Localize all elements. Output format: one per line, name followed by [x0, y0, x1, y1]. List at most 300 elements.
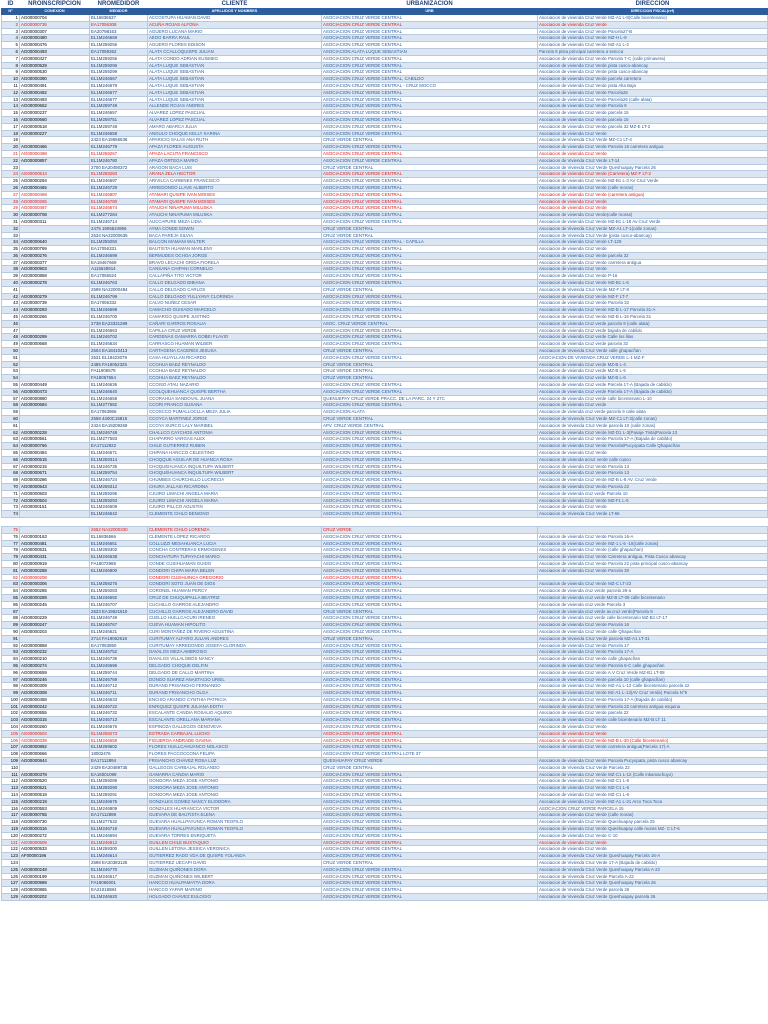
cell-conexion — [20, 225, 90, 232]
cell-medidor: EL1M246636 — [90, 382, 148, 389]
cell-medidor: EL1M246748 — [90, 429, 148, 436]
cell-urbanizacion: CRUZ VERDE CENTRAL — [322, 286, 538, 293]
cell-direccion: Asociacion de Vivienda Cruz Verde Queshuapay Parcela 16-A — [538, 853, 768, 860]
cell-direccion: Asociacion de vivienda Cruz Verde Parcela 17-A (Bajada de cabildo) — [538, 696, 768, 703]
cell-direccion: Asociacion de Vivienda Cruz Verde MZ-C1 LT-4 — [538, 137, 768, 144]
cell-conexion — [20, 361, 90, 368]
cell-id: 23 — [2, 164, 20, 171]
cell-urbanizacion: ASOCIACION CRUZ VERDE CENTRAL — [322, 601, 538, 608]
cell-conexion — [20, 511, 90, 518]
cell-medidor: EL1M246678 — [90, 82, 148, 89]
cell-direccion: Asociacion de Vivienda Cruz Verde MZ-A1 LT-1(calle zonas) — [538, 225, 768, 232]
cell-conexion: AG00000531 — [20, 547, 90, 554]
cell-id: 32 — [2, 225, 20, 232]
cell-conexion — [20, 375, 90, 382]
cell-medidor: EL1M259312 — [90, 483, 148, 490]
cell-id: 100 — [2, 696, 20, 703]
cell-conexion: AG00000498 — [20, 150, 90, 157]
cell-cliente: AMARO ABARCA JULIA — [148, 123, 322, 130]
cell-conexion: AG00000735 — [20, 21, 90, 28]
table-row — [2, 792, 768, 799]
cell-cliente: FLORES PACCOCCONA FELIPA — [148, 751, 322, 758]
table-row — [2, 560, 768, 567]
cell-medidor: EL1M246702 — [90, 334, 148, 341]
table-row — [2, 21, 768, 28]
cell-cliente: CHOQQUE AGUILAR DE HUANCA ROSA — [148, 456, 322, 463]
cell-direccion: Asociacion de vivienda Cruz Verde Queshuapay parcela 25 — [538, 819, 768, 826]
cell-id: 75 — [2, 526, 20, 533]
cell-urbanizacion: ASOCIACION CRUZ VERDE CENTRAL — [322, 504, 538, 511]
table-row — [2, 463, 768, 470]
cell-cliente: BACA PAREJA SILVIA — [148, 232, 322, 239]
table-row — [2, 880, 768, 887]
table-row — [2, 608, 768, 615]
cell-id: 68 — [2, 470, 20, 477]
table-row — [2, 588, 768, 595]
subheader-urb: URB — [322, 9, 538, 15]
table-row — [2, 581, 768, 588]
cell-id: 25 — [2, 178, 20, 185]
cell-cliente: HANCCO HUALPAMAYTA DORA — [148, 880, 322, 887]
cell-id: 107 — [2, 744, 20, 751]
table-row — [2, 628, 768, 635]
cell-conexion: AG00000311 — [20, 218, 90, 225]
cell-medidor: EL1M277583 — [90, 436, 148, 443]
cell-cliente: GONZALES GOMEZ NANCY ELIODORA — [148, 798, 322, 805]
cell-conexion: AG00000708 — [20, 212, 90, 219]
cell-direccion: Asociacion de vivienda Cruz Verde MZ-A1 L-12 Calle bicentenario parcela 22 — [538, 683, 768, 690]
cell-conexion: AG00000766 — [20, 443, 90, 450]
cell-urbanizacion: ASOCIACION CRUZ VERDE CENTRAL — [322, 178, 538, 185]
table-row — [2, 164, 768, 171]
cell-id: 46 — [2, 320, 20, 327]
cell-urbanizacion: ASOCIACION CRUZ VERDE CENTRAL — [322, 144, 538, 151]
cell-direccion: Asociacion de vivienda Cruz Verde MZ-F1 L-5 — [538, 497, 768, 504]
cell-urbanizacion: ASOCIACION CRUZ VERDE CENTRAL — [322, 812, 538, 819]
cell-direccion: Asociacion de vivienda cruz verde Parcela 3 — [538, 601, 768, 608]
cell-direccion: Asociacion de vivienda Cruz Verde MZ-C1 L-6 — [538, 792, 768, 799]
cell-id: 57 — [2, 395, 20, 402]
cell-urbanizacion: ASOCIACION CRUZ VERDE CENTRAL — [322, 615, 538, 622]
cell-urbanizacion: ASOCIACION CRUZ VERDE CENTRAL — [322, 456, 538, 463]
cell-medidor: EL1M246692 — [90, 594, 148, 601]
cell-medidor: EL1M259273 — [90, 730, 148, 737]
cell-conexion: AG00000903 — [20, 266, 90, 273]
cell-conexion: AG00000668 — [20, 341, 90, 348]
cell-id: 20 — [2, 144, 20, 151]
cell-conexion: AG00000208 — [20, 574, 90, 581]
cell-conexion: AG00000286 — [20, 477, 90, 484]
cell-direccion: Asociacion de vivienda Cruz Verde MZ-H L-9 — [538, 35, 768, 42]
cell-direccion: Asociacion de vivienda cruz verde parcela 28-a — [538, 588, 768, 595]
table-row — [2, 866, 768, 873]
cell-cliente: ATAMARI QUISPE IVAN MOISES — [148, 191, 322, 198]
table-row — [2, 703, 768, 710]
cell-direccion: Asociacion de Vivienda Cruz Verde (pista cusco-abancay) — [538, 232, 768, 239]
cell-urbanizacion: ASOCIACION CRUZ VERDE CENTRAL — [322, 35, 538, 42]
table-row — [2, 286, 768, 293]
table-row — [2, 812, 768, 819]
cell-direccion: Asociacion de Vivienda Cruz Verde Parcela A-22 — [538, 873, 768, 880]
cell-conexion: AG00000242 — [20, 703, 90, 710]
cell-direccion: Asociacion de vivienda Cruz Verde MZ-C LT-22 — [538, 581, 768, 588]
cell-medidor: 2738 EA23331289 — [90, 320, 148, 327]
cell-direccion: Asociacion de vivienda Cruz Verde MZ-A1 L-2 — [538, 42, 768, 49]
cell-conexion: AG00000561 — [20, 436, 90, 443]
table-row — [2, 327, 768, 334]
table-row — [2, 690, 768, 697]
cell-cliente: CAÑARI GARROS ROSALIA — [148, 320, 322, 327]
cell-direccion: Asociacion de Vivienda Cruz Verde calle ghapacñan — [538, 348, 768, 355]
cell-urbanizacion: ASOCIACION CRUZ VERDE CENTRAL — [322, 894, 538, 901]
cell-conexion: AG00000865 — [20, 887, 90, 894]
cell-cliente: AGUERO FLORES EDISON — [148, 42, 322, 49]
cell-id: 45 — [2, 314, 20, 321]
cell-medidor: EL1M246780 — [90, 198, 148, 205]
cell-conexion: AG00000202 — [20, 894, 90, 901]
cell-urbanizacion: ASOCIACION CRUZ VERDE CENTRAL — [322, 382, 538, 389]
table-row — [2, 368, 768, 375]
cell-medidor: EL1M246711 — [90, 690, 148, 697]
cell-cliente: CORONEL HUAMAN PERCY — [148, 588, 322, 595]
cell-id: 69 — [2, 477, 20, 484]
cell-id: 84 — [2, 588, 20, 595]
cell-conexion: AG00000543 — [20, 483, 90, 490]
cell-direccion: Asociacion de Vivienda Cruz Verde LT-66 — [538, 511, 768, 518]
cell-urbanizacion: ASOCIACION CRUZ VERDE CENTRAL — [322, 594, 538, 601]
cell-direccion: Asociacion de vivienda Cruz Verde — [538, 21, 768, 28]
cell-medidor: EL1M259289 — [90, 778, 148, 785]
table-row — [2, 76, 768, 83]
cell-conexion: AG00000509 — [20, 839, 90, 846]
cell-cliente: ESPINOZA GALLEGOS GENOVEVA — [148, 724, 322, 731]
table-row — [2, 150, 768, 157]
cell-direccion: Asociacion de vivienda Cruz verde parcela 32 — [538, 341, 768, 348]
cell-direccion: Asociacion de vivienda Cruz Verde Mz-A1 L-13(AV Cruz Verde) Parcela N°9 — [538, 690, 768, 697]
cell-id: 114 — [2, 792, 20, 799]
cell-cliente: ALATA LUQUE SEBASTIAN — [148, 62, 322, 69]
cell-id: 9 — [2, 69, 20, 76]
cell-urbanizacion: ASOCIACION CRUZ VERDE CENTRAL — [322, 839, 538, 846]
cell-direccion: Asociacion de vivienda Cruz Verde — [538, 450, 768, 457]
cell-id: 43 — [2, 300, 20, 307]
cell-urbanizacion: ASOCIACION CRUZ VERDE CENTRAL — [322, 846, 538, 853]
cell-urbanizacion: CRUZ VERDE CENTRAL — [322, 608, 538, 615]
cell-medidor: EL1M246807 — [90, 191, 148, 198]
cell-id: 13 — [2, 96, 20, 103]
cell-id: 109 — [2, 758, 20, 765]
cell-direccion: Asociacion de vivienda Cruz Verde A.V Cruz Verde MZ-B1 LT-08 — [538, 669, 768, 676]
cell-direccion: ASOCIACION DE VIVIENDA CRUZ VERDE L-1 MZ-F — [538, 354, 768, 361]
cell-direccion: Asociacion de vivienda Cruz Verde (carretera antigua) — [538, 191, 768, 198]
table-row — [2, 443, 768, 450]
table-row — [2, 642, 768, 649]
cell-direccion: Asociacion de vivienda Cruz Verde — [538, 839, 768, 846]
table-row — [2, 35, 768, 42]
cell-conexion: AG00000671 — [20, 470, 90, 477]
cell-id: 6 — [2, 48, 20, 55]
cell-urbanizacion: CRUZ VERDE — [322, 526, 538, 533]
cell-direccion: Asociacion de vivienda Cruz Verde — [538, 130, 768, 137]
cell-medidor: EL1M246642 — [90, 511, 148, 518]
cell-urbanizacion: CRUZ VERDE CENTRAL — [322, 635, 538, 642]
cell-direccion: Asociacion de vivienda Cruz Verde MZ-A1 L-21 Arco Toca Toca — [538, 798, 768, 805]
cell-id: 8 — [2, 62, 20, 69]
cell-cliente: GUEVARA TORRES ENRIQUETA — [148, 832, 322, 839]
table-row — [2, 497, 768, 504]
table-row — [2, 354, 768, 361]
cell-medidor: EL1M246676 — [90, 724, 148, 731]
cell-conexion: AG00000666 — [20, 751, 90, 758]
cell-medidor: EL1M246669 — [90, 35, 148, 42]
cell-id: 11 — [2, 82, 20, 89]
cell-cliente: CALLO DELGADO CARLOS — [148, 286, 322, 293]
cell-conexion — [20, 286, 90, 293]
cell-id: 18 — [2, 130, 20, 137]
cell-medidor: EL1M246617 — [90, 873, 148, 880]
cell-cliente: CCORI FRANCO SUSANA — [148, 402, 322, 409]
table-row — [2, 130, 768, 137]
cell-urbanizacion: ASOCIACION CRUZ VERDE CENTRAL — [322, 42, 538, 49]
cell-direccion: Asociacion de vivienda Cruz Verde parcela 32 — [538, 252, 768, 259]
cell-medidor: EL1M246770 — [90, 866, 148, 873]
cell-urbanizacion: ASOCIACION CRUZ VERDE CENTRAL — [322, 497, 538, 504]
cell-medidor: EA19467669 — [90, 259, 148, 266]
cell-id: 27 — [2, 191, 20, 198]
table-row — [2, 96, 768, 103]
cell-cliente: CHIPANA HANCCO CELESTINO — [148, 450, 322, 457]
cell-id: 112 — [2, 778, 20, 785]
cell-direccion: Asociacion de vivienda Cruz Verde parcela 10 (calle ghapacñan) — [538, 676, 768, 683]
cell-cliente: BRAVO LECACHI GRIDA FIORELA — [148, 259, 322, 266]
cell-conexion: AG00000378 — [20, 771, 90, 778]
cell-urbanizacion: ASOCIACION CRUZ VERDE CENTRAL — [322, 737, 538, 744]
cell-medidor: EL1M246812 — [90, 839, 148, 846]
cell-cliente: CUCHILLO GARROS ALEJANDRO DAVID — [148, 608, 322, 615]
cell-medidor: EL1M246712 — [90, 683, 148, 690]
cell-urbanizacion: ASOCIACION CRUZ VERDE CENTRAL — [322, 436, 538, 443]
cell-urbanizacion: ASOCIACION CRUZ VERDE CENTRAL — [322, 69, 538, 76]
cell-cliente: CHILE GUTIERREZ RUBEN — [148, 443, 322, 450]
cell-id: 74 — [2, 511, 20, 518]
cell-cliente: CHOQUEHUANCA INQUILTUPA WILBERT — [148, 470, 322, 477]
cell-cliente: DAVALOS MEZA AMBROSIO — [148, 649, 322, 656]
cell-medidor: EL1M246621 — [90, 628, 148, 635]
table-row — [2, 511, 768, 518]
table-row — [2, 429, 768, 436]
cell-conexion — [20, 608, 90, 615]
cell-cliente: APAZA FLORES AUGUSTA — [148, 144, 322, 151]
cell-urbanizacion: ASOCIACION CRUZ VERDE CENTRAL — [322, 676, 538, 683]
cell-cliente: CASA HUAYLLAN RICARDO — [148, 354, 322, 361]
table-row — [2, 293, 768, 300]
cell-cliente: ACCOSTUPA HUAMAN DAVID — [148, 15, 322, 22]
cell-medidor: EL1M246671 — [90, 450, 148, 457]
cell-cliente: ALATA LUQUE SEBASTIAN — [148, 82, 322, 89]
cell-conexion: AG00000514 — [20, 171, 90, 178]
cell-medidor: EA17063866 — [90, 409, 148, 416]
cell-conexion — [20, 368, 90, 375]
cell-cliente: DAVALOS VILLALOBOS NANCY — [148, 656, 322, 663]
cell-medidor: 2424 EA19209269 — [90, 422, 148, 429]
cell-cliente: CARTAGENA CACERES JESUSA — [148, 348, 322, 355]
cell-urbanizacion: ASOCIACION CRUZ VERDE CENTRAL — [322, 574, 538, 581]
cell-cliente: GUEVARA DE BAUTISTA ELENA — [148, 812, 322, 819]
cell-conexion: AG00000660 — [20, 116, 90, 123]
cell-urbanizacion: ASOCIACION CRUZ VERDE CENTRAL — [322, 15, 538, 22]
cell-id: 7 — [2, 55, 20, 62]
cell-id: 125 — [2, 866, 20, 873]
cell-urbanizacion: ASOCIACION CRUZ VERDE CENTRAL — [322, 21, 538, 28]
cell-medidor: EL1M246713 — [90, 717, 148, 724]
cell-id: 93 — [2, 649, 20, 656]
cell-direccion: Asociacion de vivienda Cruz Verde(calle moras) — [538, 212, 768, 219]
cell-urbanizacion: CRUZ VERDE CENTRAL — [322, 348, 538, 355]
cell-cliente: CALVO NUÑEZ CESAR — [148, 300, 322, 307]
cell-id: 116 — [2, 805, 20, 812]
cell-direccion: Asociacion de vivienda Cruz Verde Parcela 22 — [538, 483, 768, 490]
cell-cliente: CALLO DELGADO BIBIANA — [148, 280, 322, 287]
cell-urbanizacion: CRUZ VERDE CENTRAL — [322, 375, 538, 382]
cell-conexion — [20, 526, 90, 533]
cell-cliente: CLEMENTE LOPEZ RICARDO — [148, 533, 322, 540]
cell-id: 121 — [2, 839, 20, 846]
cell-conexion: AG00000265 — [20, 198, 90, 205]
cell-medidor: EA21018884 — [90, 887, 148, 894]
cell-urbanizacion: ASOCIACION CRUZ VERDE CENTRAL — [322, 103, 538, 110]
cell-urbanizacion: ASOCIACION CRUZ VERDE CENTRAL - CRUZ MOCCO — [322, 82, 538, 89]
table-row — [2, 832, 768, 839]
subheader-numero: N° — [2, 9, 20, 15]
cell-id: 64 — [2, 443, 20, 450]
cell-direccion: Asociacion de vivienda Cruz Verde MZ-B L-8 AV. Cruz Verde — [538, 477, 768, 484]
cell-conexion: AG00000739 — [20, 300, 90, 307]
table-row — [2, 252, 768, 259]
cell-cliente: APAZA LACUTA FRANCISCO — [148, 150, 322, 157]
cell-medidor: EL1M246699 — [90, 252, 148, 259]
cell-conexion: AG00000163 — [20, 533, 90, 540]
cell-urbanizacion: ASOCIACION CRUZ VERDE CENTRAL — [322, 388, 538, 395]
cell-direccion: Asociacion de vivienda cruz verde calle bicentenario MZ-B1 LT-17 — [538, 615, 768, 622]
cell-direccion: Asociacion de vivienda Cruz verde Parcela 17-A (Bajada de cabildo) — [538, 382, 768, 389]
cell-direccion — [538, 526, 768, 533]
cell-medidor: EL1M246640 — [90, 388, 148, 395]
cell-urbanizacion: ASOCIACION CRUZ VERDE CENTRAL — [322, 819, 538, 826]
table-row — [2, 15, 768, 22]
table-row — [2, 730, 768, 737]
table-row — [2, 547, 768, 554]
cell-id: 108 — [2, 751, 20, 758]
cell-cliente: CUEVA HUAMAN HIPOLITO — [148, 622, 322, 629]
cell-conexion: AG00000203 — [20, 628, 90, 635]
cell-id: 26 — [2, 184, 20, 191]
cell-conexion: AG00000892 — [20, 744, 90, 751]
cell-conexion: AG00000293 — [20, 307, 90, 314]
cell-cliente: ACUÑA ROJAS ALFONA — [148, 21, 322, 28]
cell-urbanizacion: ASOCIACION CRUZ VERDE CENTRAL — [322, 116, 538, 123]
cell-conexion — [20, 416, 90, 423]
cell-id: 31 — [2, 218, 20, 225]
table-row — [2, 314, 768, 321]
cell-medidor: EL1M246614 — [90, 853, 148, 860]
cell-conexion — [20, 635, 90, 642]
cell-direccion: Asociacion de Vivienda Cruz Verde Queshuapay Parcela A-22 — [538, 866, 768, 873]
cell-conexion: AG00000662 — [20, 103, 90, 110]
cell-medidor: EL1M246698 — [90, 307, 148, 314]
cell-cliente: CHOQUEHUANCA INQUILTUPA WILBERT — [148, 463, 322, 470]
cell-conexion: AG00000246 — [20, 676, 90, 683]
cell-medidor: EA16001099 — [90, 771, 148, 778]
cell-id: 123 — [2, 853, 20, 860]
cell-id: 79 — [2, 554, 20, 561]
cell-medidor: EL1M246752 — [90, 649, 148, 656]
table-row — [2, 436, 768, 443]
cell-id: 67 — [2, 463, 20, 470]
cell-urbanizacion: CRUZ VERDE CENTRAL — [322, 860, 538, 867]
cell-id: 77 — [2, 540, 20, 547]
cell-medidor: EL1M259267 — [90, 150, 148, 157]
cell-medidor: EL1M246763 — [90, 280, 148, 287]
cell-medidor: EL1M259275 — [90, 581, 148, 588]
cell-urbanizacion: ASOCIACION CRUZ VERDE CENTRAL — [322, 246, 538, 253]
cell-cliente: DURAND FRISANCHO FERNANDO — [148, 683, 322, 690]
cell-urbanizacion: ASOCIACION CRUZ VERDE CENTRAL — [322, 28, 538, 35]
cell-medidor: EL1M259283 — [90, 588, 148, 595]
cell-direccion: Asociacion de vivienda Cruz verde calle bicentenario L-10 — [538, 395, 768, 402]
table-row — [2, 62, 768, 69]
cell-cliente: CURI MONTAÑEZ DE RIVERO AGUSTINA — [148, 628, 322, 635]
table-row — [2, 388, 768, 395]
cell-urbanizacion: ASOCIACION CRUZ VERDE CENTRAL — [322, 798, 538, 805]
cell-conexion: AG00000515 — [20, 456, 90, 463]
cell-urbanizacion: ASOCIACION CRUZ VERDE CENTRAL — [322, 450, 538, 457]
cell-medidor: EL1M259296 — [90, 62, 148, 69]
cell-id: 17 — [2, 123, 20, 130]
cell-urbanizacion: ASOCIACION CRUZ VERDE CENTRAL — [322, 533, 538, 540]
cell-urbanizacion: ASOCIACION CRUZ VERDE CENTRAL — [322, 280, 538, 287]
cell-direccion — [538, 574, 768, 581]
cell-urbanizacion: ASOC. CRUZ VERDE CENTRAL — [322, 320, 538, 327]
cell-cliente: CONDORI SOTO JUAN DE DIOS — [148, 581, 322, 588]
cell-urbanizacion: ASOCIACION CRUZ VERDE CENTRAL — [322, 853, 538, 860]
cell-conexion: AG00000272 — [20, 832, 90, 839]
cell-id: 58 — [2, 402, 20, 409]
cell-id: 50 — [2, 348, 20, 355]
cell-direccion: Asociacion de vivienda Cruz Verde Parcela 7-C (calle primavera) — [538, 55, 768, 62]
cell-direccion: Asociacion de vivienda Cruz Verde parcela 15 — [538, 116, 768, 123]
cell-cliente: CALLAPIÑA TITO VICTOR — [148, 273, 322, 280]
cell-conexion: AG00000844 — [20, 758, 90, 765]
cell-cliente: CHALLCO CAYCHOS ANTONIA — [148, 429, 322, 436]
cell-medidor: EL1M277532 — [90, 819, 148, 826]
cell-urbanizacion: ASOCIACION CRUZ VERDE CENTRAL - CAPILLA — [322, 239, 538, 246]
cell-direccion: Asociacion de vivienda Cruz Verde (Carretera) MZ-F LT-2 — [538, 171, 768, 178]
cell-direccion: Asociacion de vivienda Cruz Verde — [538, 150, 768, 157]
table-row — [2, 422, 768, 429]
cell-medidor: EL1M246729 — [90, 184, 148, 191]
cell-urbanizacion: ASOCIACION CRUZ VERDE CENTRAL — [322, 567, 538, 574]
cell-urbanizacion: ASOCIACION CRUZ VERDE CENTRAL — [322, 354, 538, 361]
cell-direccion — [538, 751, 768, 758]
cell-urbanizacion: ASOCIACION CRUZ VERDE CENTRAL — [322, 880, 538, 887]
cell-urbanizacion: ASOCIACION CRUZ VERDE CENTRAL — [322, 150, 538, 157]
cell-cliente: CCOLQUEHUANCA QUISPE BERTHA — [148, 388, 322, 395]
cell-conexion: AG00000431 — [20, 554, 90, 561]
cell-id: 2 — [2, 21, 20, 28]
cell-conexion: AG00000449 — [20, 382, 90, 389]
cell-conexion: AG00000288 — [20, 567, 90, 574]
cell-cliente: CCOHUA BAEZ REYNALDO — [148, 368, 322, 375]
